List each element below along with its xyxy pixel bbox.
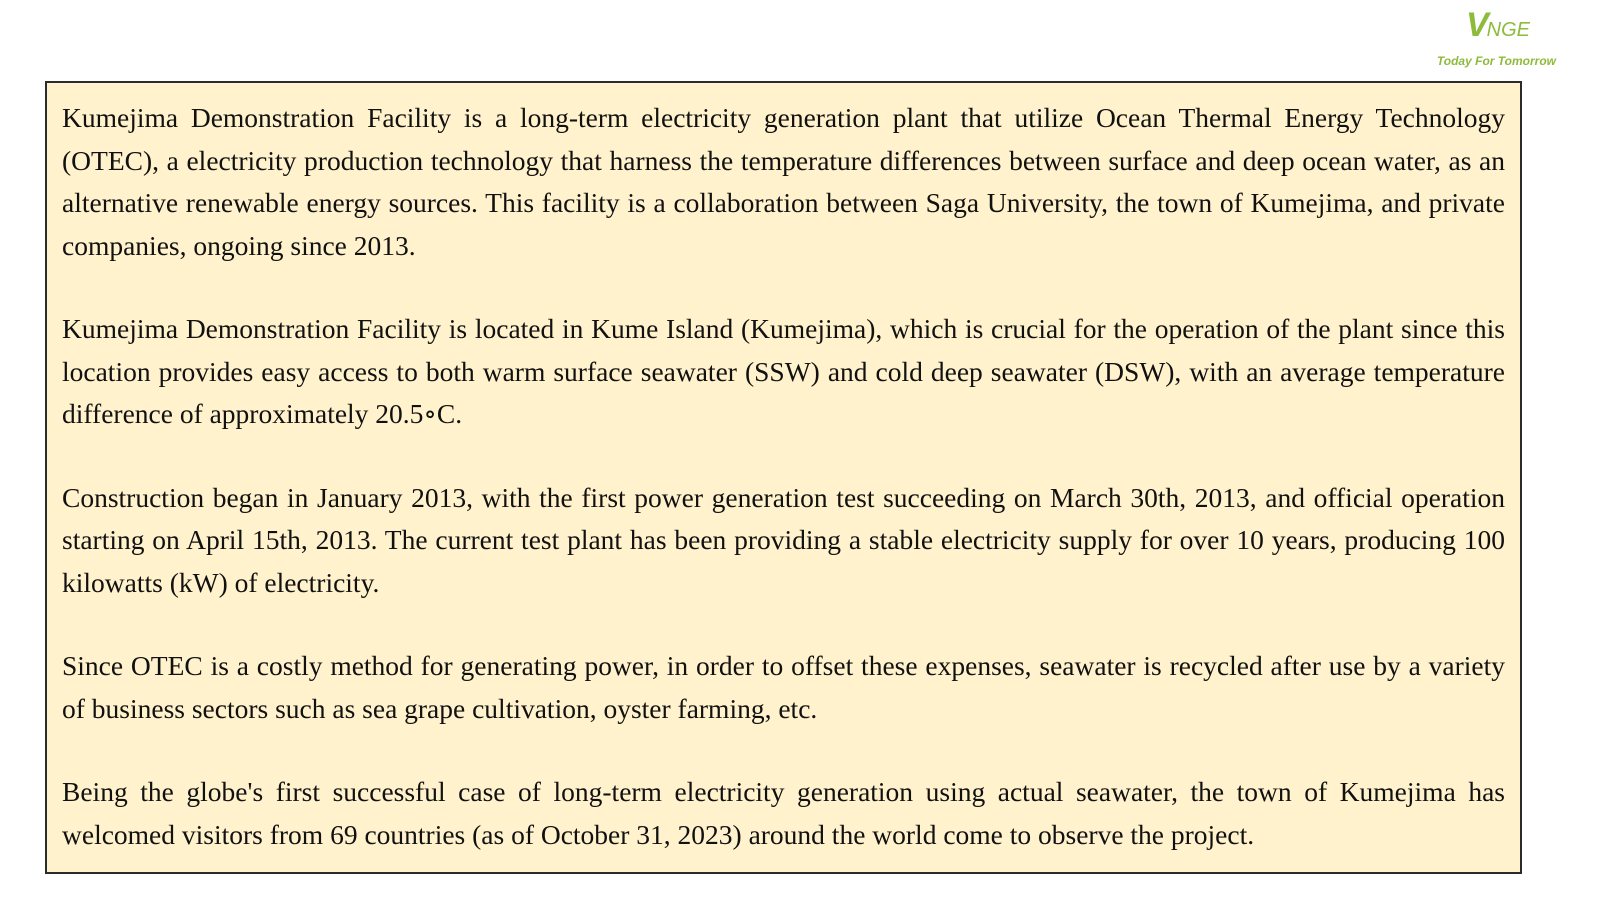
logo-mark-initial: V	[1465, 6, 1487, 44]
paragraph-construction: Construction began in January 2013, with the first power generation test succeeding on March 30th, 2013, and official operation starting on April 15th, 2013. The current test plant has been providing a stable electricity supply for over 10 years, producing 100 kilowatts (kW) of electricity.	[62, 481, 1505, 598]
logo-tagline: Today For Tomorrow	[1436, 54, 1556, 68]
content-box	[45, 81, 1522, 874]
paragraph-seawater-reuse: Since OTEC is a costly method for generating power, in order to offset these expenses, seawater is recycled after use by a variety of business sectors such as sea grape cultivation, oyster farming, etc.	[62, 650, 1505, 724]
paragraph-visitors: Being the globe's first successful case of long-term electricity generation using actual seawater, the town of Kumejima has welcomed visitors from 69 countries (as of October 31, 2023) around the world come to observe the project.	[62, 776, 1505, 850]
vnge-logo	[1426, 2, 1556, 72]
paragraph-location: Kumejima Demonstration Facility is located in Kume Island (Kumejima), which is crucial for the operation of the plant since this location provides easy access to both warm surface seawater (SSW) and cold deep seawater (DSW), with an average temperature difference of approximately 20.5∘C.	[62, 313, 1505, 429]
paragraph-overview: Kumejima Demonstration Facility is a long-term electricity generation plant that utilize Ocean Thermal Energy Technology (OTEC), a electricity production technology that harness the temperature differences between surface and deep ocean water, as an alternative renewable energy sources. This facility is a collaboration between Saga University, the town of Kumejima, and private companies, ongoing since 2013.	[62, 102, 1505, 261]
logo-mark-rest: NGE	[1486, 19, 1530, 41]
logo-mark	[1466, 6, 1530, 45]
